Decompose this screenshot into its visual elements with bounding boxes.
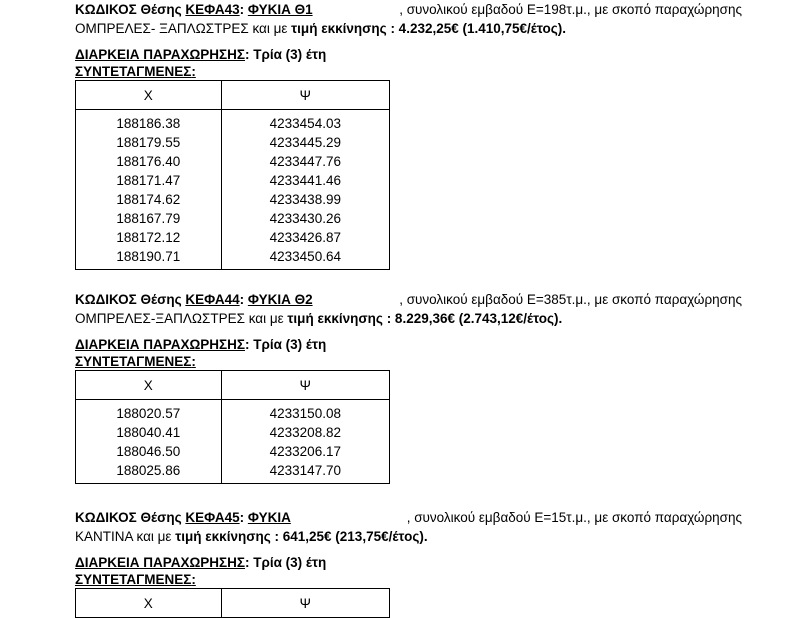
y-value: 4233450.64 — [221, 247, 389, 270]
area-text: , συνολικού εμβαδού Ε=198τ.μ., με σκοπό παραχώρησης — [399, 2, 742, 17]
table-row — [76, 228, 390, 247]
y-value: 4233438.99 — [221, 190, 389, 209]
column-x-header: Χ — [76, 371, 222, 400]
site-type: ΦΥΚΙΑ — [247, 510, 291, 525]
table-row — [76, 209, 390, 228]
coordinates-heading: ΣΥΝΤΕΤΑΓΜΕΝΕΣ: — [75, 572, 196, 587]
x-value: 188167.79 — [76, 209, 222, 228]
price-label: τιμή εκκίνησης — [291, 21, 387, 36]
price-label: τιμή εκκίνησης — [175, 529, 271, 544]
site-description: ΚΩΔΙΚΟΣ Θέσης ΚΕΦΑ45: ΦΥΚΙΑ , συνολικού εμβαδού Ε=15τ.μ., με σκοπό παραχώρησης ΚΑΝΤΙΝΑ και με τιμή εκκίνησης : 641,25€ (213,75€/έτος). — [75, 510, 742, 544]
x-value: 188174.62 — [76, 190, 222, 209]
concession-section — [75, 0, 742, 270]
y-value: 4233426.87 — [221, 228, 389, 247]
table-row — [76, 190, 390, 209]
y-value: 4233208.82 — [221, 423, 389, 442]
table-row — [76, 400, 390, 424]
table-header — [76, 81, 390, 110]
y-value: 4233454.03 — [221, 110, 389, 134]
column-y-header: Ψ — [221, 589, 389, 618]
column-x-header: Χ — [76, 81, 222, 110]
coordinates-table — [75, 588, 390, 618]
y-value: 4233441.46 — [221, 171, 389, 190]
price-value: : 8.229,36€ (2.743,12€/έτος). — [386, 311, 563, 326]
price-value: : 4.232,25€ (1.410,75€/έτος). — [390, 21, 567, 36]
coordinates-heading: ΣΥΝΤΕΤΑΓΜΕΝΕΣ: — [75, 354, 196, 369]
concession-section — [75, 508, 742, 618]
table-row — [76, 461, 390, 484]
y-value: 4233147.70 — [221, 461, 389, 484]
duration-label: ΔΙΑΡΚΕΙΑ ΠΑΡΑΧΩΡΗΣΗΣ — [75, 337, 245, 352]
y-value: 4233445.29 — [221, 133, 389, 152]
duration — [75, 335, 742, 354]
duration — [75, 45, 742, 64]
table-row — [76, 171, 390, 190]
x-value: 188171.47 — [76, 171, 222, 190]
table-row — [76, 442, 390, 461]
table-row — [76, 110, 390, 134]
duration-value: : Τρία (3) έτη — [245, 47, 327, 62]
x-value: 188040.41 — [76, 423, 222, 442]
site-code: ΚΕΦΑ44 — [185, 292, 240, 307]
price-value: : 641,25€ (213,75€/έτος). — [274, 529, 428, 544]
x-value: 188186.38 — [76, 110, 222, 134]
table-row — [76, 152, 390, 171]
purpose-text: ΚΑΝΤΙΝΑ και με — [75, 529, 172, 544]
x-value: 188020.57 — [76, 400, 222, 424]
site-type: ΦΥΚΙΑ Θ2 — [247, 292, 313, 307]
x-value: 188176.40 — [76, 152, 222, 171]
table-row — [76, 423, 390, 442]
duration-value: : Τρία (3) έτη — [245, 337, 327, 352]
duration-label: ΔΙΑΡΚΕΙΑ ΠΑΡΑΧΩΡΗΣΗΣ — [75, 47, 245, 62]
y-value: 4233206.17 — [221, 442, 389, 461]
y-value: 4233447.76 — [221, 152, 389, 171]
table-header — [76, 589, 390, 618]
duration-value: : Τρία (3) έτη — [245, 555, 327, 570]
concession-section — [75, 290, 742, 484]
area-text: , συνολικού εμβαδού Ε=385τ.μ., με σκοπό παραχώρησης — [399, 292, 742, 307]
site-description: ΚΩΔΙΚΟΣ Θέσης ΚΕΦΑ43: ΦΥΚΙΑ Θ1 , συνολικού εμβαδού Ε=198τ.μ., με σκοπό παραχώρησης ΟΜΠΡΕΛΕΣ- ΞΑΠΛΩΣΤΡΕΣ και με τιμή εκκίνησης : 4.232,25€ (1.410,75€/έτος). — [75, 2, 742, 36]
x-value: 188172.12 — [76, 228, 222, 247]
duration — [75, 553, 742, 572]
purpose-text: ΟΜΠΡΕΛΕΣ-ΞΑΠΛΩΣΤΡΕΣ και με — [75, 311, 284, 326]
table-row — [76, 133, 390, 152]
site-code: ΚΕΦΑ43 — [185, 2, 240, 17]
coordinates-table — [75, 370, 390, 484]
y-value: 4233430.26 — [221, 209, 389, 228]
column-y-header: Ψ — [221, 81, 389, 110]
code-label: ΚΩΔΙΚΟΣ Θέσης — [75, 292, 182, 307]
x-value: 188046.50 — [76, 442, 222, 461]
purpose-text: ΟΜΠΡΕΛΕΣ- ΞΑΠΛΩΣΤΡΕΣ και με — [75, 21, 288, 36]
x-value: 188025.86 — [76, 461, 222, 484]
y-value: 4233150.08 — [221, 400, 389, 424]
code-label: ΚΩΔΙΚΟΣ Θέσης — [75, 2, 182, 17]
code-label: ΚΩΔΙΚΟΣ Θέσης — [75, 510, 182, 525]
x-value: 188190.71 — [76, 247, 222, 270]
area-text: , συνολικού εμβαδού Ε=15τ.μ., με σκοπό παραχώρησης — [406, 510, 742, 525]
table-header — [76, 371, 390, 400]
coordinates-heading: ΣΥΝΤΕΤΑΓΜΕΝΕΣ: — [75, 64, 196, 79]
site-description: ΚΩΔΙΚΟΣ Θέσης ΚΕΦΑ44: ΦΥΚΙΑ Θ2 , συνολικού εμβαδού Ε=385τ.μ., με σκοπό παραχώρησης ΟΜΠΡΕΛΕΣ-ΞΑΠΛΩΣΤΡΕΣ και με τιμή εκκίνησης : 8.229,36€ (2.743,12€/έτος). — [75, 292, 742, 326]
coordinates-table — [75, 80, 390, 270]
duration-label: ΔΙΑΡΚΕΙΑ ΠΑΡΑΧΩΡΗΣΗΣ — [75, 555, 245, 570]
price-label: τιμή εκκίνησης — [287, 311, 383, 326]
site-type: ΦΥΚΙΑ Θ1 — [247, 2, 313, 17]
table-row — [76, 247, 390, 270]
column-y-header: Ψ — [221, 371, 389, 400]
x-value: 188179.55 — [76, 133, 222, 152]
site-code: ΚΕΦΑ45 — [185, 510, 240, 525]
column-x-header: Χ — [76, 589, 222, 618]
